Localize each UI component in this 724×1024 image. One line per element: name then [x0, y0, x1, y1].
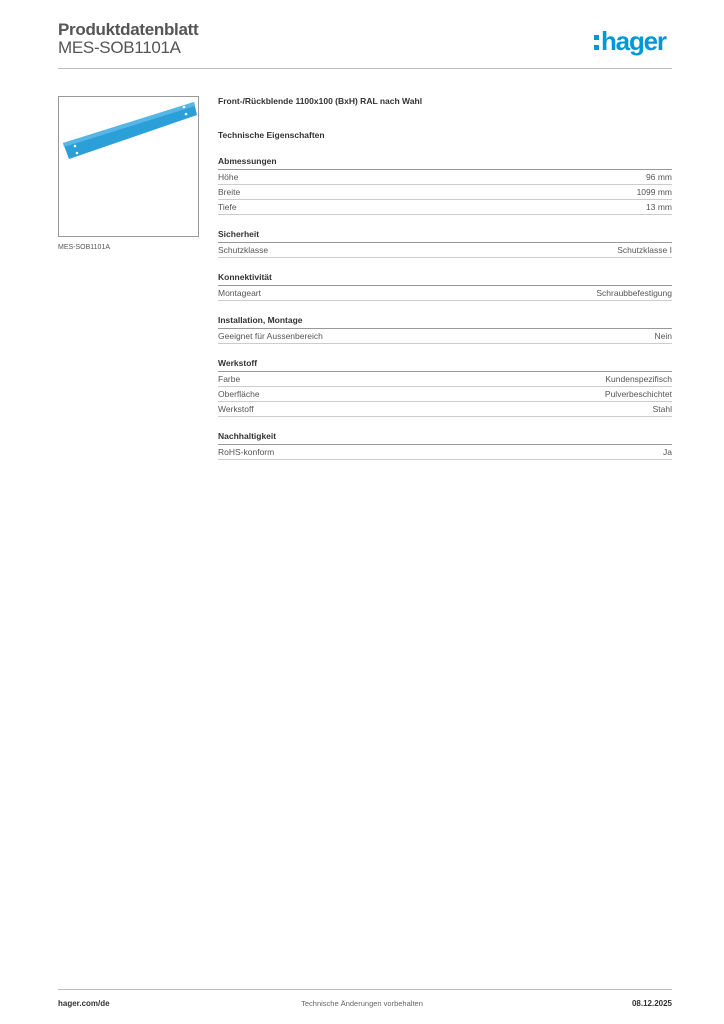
spec-label: Breite	[218, 187, 241, 197]
spec-value: 13 mm	[646, 202, 672, 212]
spec-value: Schraubbefestigung	[596, 288, 672, 298]
spec-row	[218, 329, 672, 344]
spec-row	[218, 243, 672, 258]
spec-row	[218, 200, 672, 215]
spec-row	[218, 185, 672, 200]
logo-dots-icon	[594, 35, 599, 50]
footer-website-link[interactable]: hager.com/de	[58, 999, 110, 1008]
page-title: Produktdatenblatt	[58, 20, 199, 39]
section-title: Werkstoff	[218, 358, 672, 372]
section-title: Nachhaltigkeit	[218, 431, 672, 445]
spec-label: Oberfläche	[218, 389, 260, 399]
section-abmessungen	[218, 156, 672, 215]
product-code: MES-SOB1101A	[58, 38, 181, 57]
spec-value: Pulverbeschichtet	[604, 389, 672, 399]
front-panel-illustration	[59, 97, 198, 236]
spec-value: Nein	[654, 331, 672, 341]
spec-row	[218, 170, 672, 185]
spec-value: 1099 mm	[636, 187, 672, 197]
footer-divider	[58, 989, 672, 990]
spec-content	[218, 96, 672, 460]
section-konnektivitaet	[218, 272, 672, 301]
spec-label: RoHS-konform	[218, 447, 275, 457]
spec-value: Kundenspezifisch	[605, 374, 672, 384]
footer-date: 08.12.2025	[631, 999, 672, 1008]
section-title: Konnektivität	[218, 272, 672, 286]
tech-properties-title: Technische Eigenschaften	[218, 130, 325, 140]
spec-value: 96 mm	[646, 172, 672, 182]
product-description: Front-/Rückblende 1100x100 (BxH) RAL nach Wahl	[218, 96, 423, 106]
product-image	[58, 96, 199, 237]
spec-label: Montageart	[218, 288, 261, 298]
header-divider	[58, 68, 672, 69]
spec-label: Tiefe	[218, 202, 237, 212]
section-nachhaltigkeit	[218, 431, 672, 460]
spec-label: Höhe	[218, 172, 239, 182]
spec-row	[218, 387, 672, 402]
spec-value: Ja	[663, 447, 672, 457]
image-caption: MES-SOB1101A	[58, 244, 111, 251]
section-installation	[218, 315, 672, 344]
spec-value: Schutzklasse I	[617, 245, 672, 255]
spec-row	[218, 445, 672, 460]
spec-row	[218, 372, 672, 387]
section-title: Sicherheit	[218, 229, 672, 243]
section-sicherheit	[218, 229, 672, 258]
spec-value: Stahl	[652, 404, 672, 414]
spec-label: Geeignet für Aussenbereich	[218, 331, 323, 341]
footer-notice: Technische Änderungen vorbehalten	[301, 999, 423, 1008]
spec-label: Farbe	[218, 374, 241, 384]
hager-logo[interactable]	[594, 26, 666, 56]
spec-row	[218, 402, 672, 417]
section-werkstoff	[218, 358, 672, 417]
spec-label: Schutzklasse	[218, 245, 269, 255]
section-title: Abmessungen	[218, 156, 672, 170]
logo-text: hager	[601, 26, 666, 56]
spec-label: Werkstoff	[218, 404, 254, 414]
section-title: Installation, Montage	[218, 315, 672, 329]
spec-row	[218, 286, 672, 301]
